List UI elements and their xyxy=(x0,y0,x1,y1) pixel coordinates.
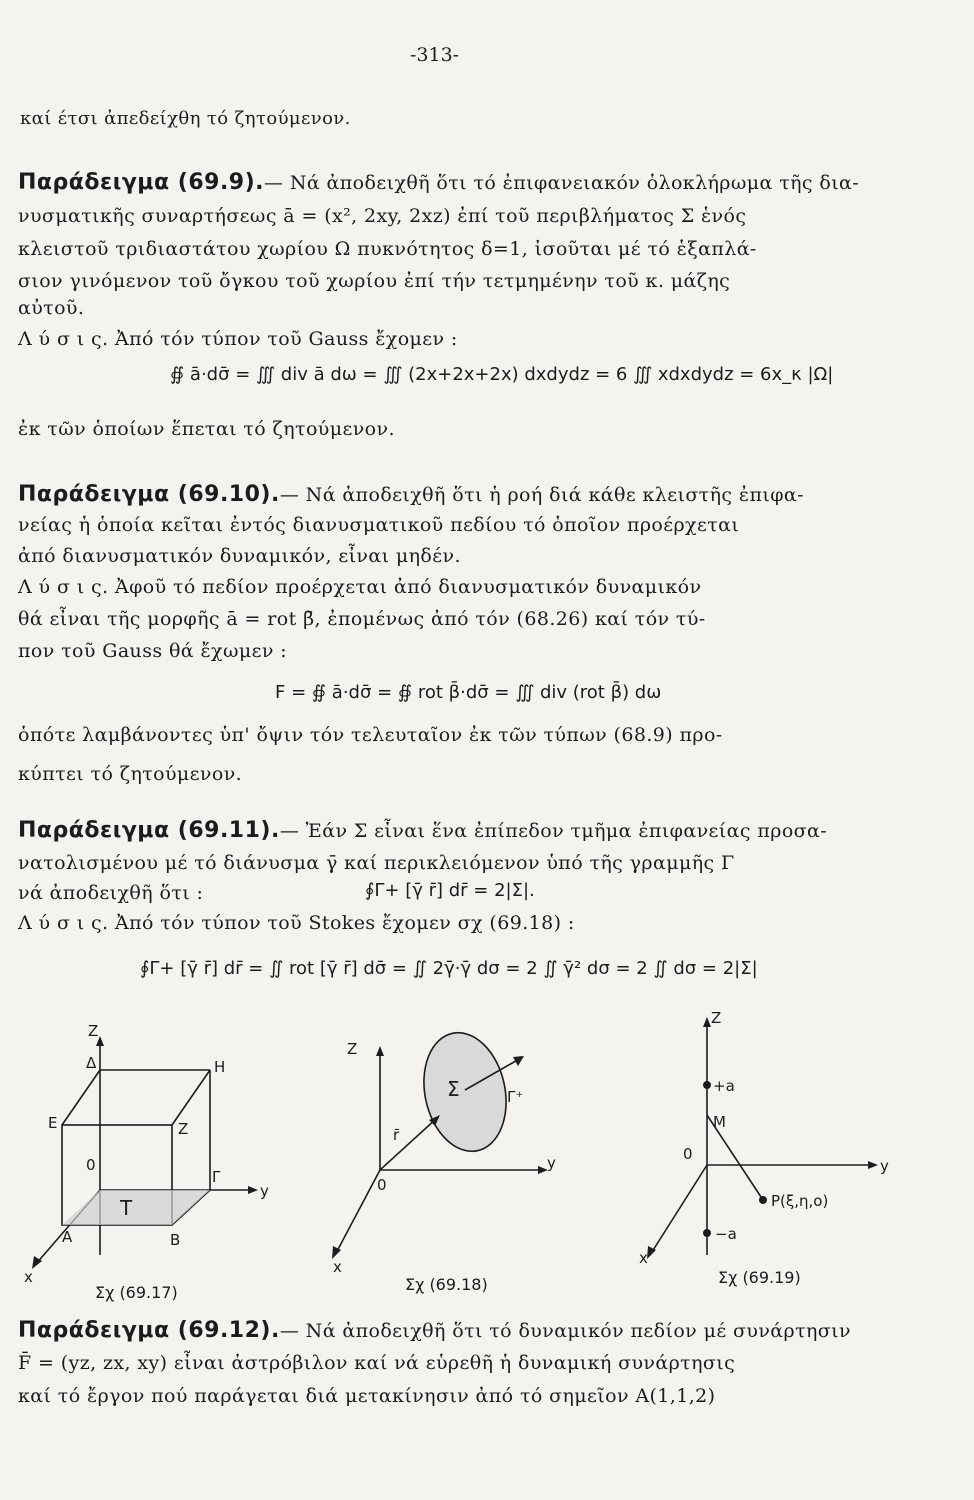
arrowhead-icon xyxy=(703,1017,711,1027)
fig17-label-delta: Δ xyxy=(86,1054,97,1072)
fig19-label-z: Z xyxy=(711,1009,722,1027)
fig17-label-T: T xyxy=(120,1196,133,1220)
fig19-label-y: y xyxy=(880,1157,889,1175)
fig19-label-x: x xyxy=(639,1249,648,1267)
text-line: ὁπότε λαμβάνοντες ὑπ' ὄψιν τόν τελευταῖον ἐκ τῶν τύπων (68.9) προ- xyxy=(18,724,723,746)
text-line: F̄ = (yz, zx, xy) εἶναι ἀστρόβιλον καί νά εὑρεθῆ ἡ δυναμική συνάρτησις xyxy=(18,1352,736,1374)
text-line: νυσματικῆς συναρτήσεως ā = (x², 2xy, 2xz) ἐπί τοῦ περιβλήματος Σ ἑνός xyxy=(18,205,747,227)
solution-line: Λ ύ σ ι ς. Ἀφοῦ τό πεδίον προέρχεται ἀπό διανυσματικόν δυναμικόν xyxy=(18,576,702,598)
fig17-label-A: A xyxy=(62,1228,73,1246)
example-69-10-title: Παράδειγμα (69.10). xyxy=(18,482,280,507)
fig19-label-P: P(ξ,η,ο) xyxy=(771,1192,829,1210)
example-69-12-title: Παράδειγμα (69.12). xyxy=(18,1318,280,1343)
fig19-label-minus-a: −a xyxy=(715,1225,737,1243)
fig17-label-Z-vertex: Z xyxy=(178,1120,189,1138)
text-line: κλειστοῦ τριδιαστάτου χωρίου Ω πυκνότητος δ=1, ἰσοῦται μέ τό ἑξαπλά- xyxy=(18,238,757,260)
fig19-label-M: M xyxy=(713,1113,726,1131)
fig17-label-z: Z xyxy=(88,1022,99,1040)
text-line: πον τοῦ Gauss θά ἔχωμεν : xyxy=(18,640,288,662)
example-69-10-line xyxy=(18,482,804,507)
fig17-label-B: B xyxy=(170,1231,181,1249)
text-line: ἐκ τῶν ὁποίων ἕπεται τό ζητούμενον. xyxy=(18,418,395,440)
arrowhead-icon xyxy=(376,1046,384,1056)
example-69-11-title: Παράδειγμα (69.11). xyxy=(18,818,280,843)
text-span: — Νά ἀποδειχθῆ ὅτι τό ἐπιφανειακόν ὁλοκλήρωμα τῆς δια- xyxy=(264,172,860,194)
figure-69-18 xyxy=(325,1030,575,1275)
fig18-label-x: x xyxy=(333,1258,342,1275)
example-69-9-title: Παράδειγμα (69.9). xyxy=(18,170,265,195)
text-line: ἀπό διανυσματικόν δυναμικόν, εἶναι μηδέν. xyxy=(18,545,461,567)
fig18-label-y: y xyxy=(547,1154,556,1172)
equation-gauss: ∯ ā·dσ̄ = ∭ div ā dω = ∭ (2x+2x+2x) dxdydz = 6 ∭ xdxdydz = 6x_κ |Ω| xyxy=(170,364,834,385)
fig17-label-y: y xyxy=(260,1182,269,1200)
caption-69-18: Σχ (69.18) xyxy=(405,1275,488,1294)
text-line: νείας ἡ ὁποία κεῖται ἐντός διανυσματικοῦ πεδίου τό ὁποῖον προέρχεται xyxy=(18,514,740,536)
fig17-label-E: E xyxy=(48,1114,58,1132)
fig18-label-z: Z xyxy=(347,1040,358,1058)
point-P xyxy=(759,1196,767,1204)
fig18-label-gamma: Γ⁺ xyxy=(507,1088,524,1106)
fig17-label-G: Γ xyxy=(212,1168,221,1186)
equation-stokes-claim: ∮Γ+ [γ̄ r̄] dr̄ = 2|Σ|. xyxy=(365,880,535,901)
solution-line: Λ ύ σ ι ς. Ἀπό τόν τύπον τοῦ Gauss ἔχομεν : xyxy=(18,328,458,350)
text-line: σιον γινόμενον τοῦ ὄγκου τοῦ χωρίου ἐπί τήν τετμημένην τοῦ κ. μάζης xyxy=(18,270,731,292)
x-axis xyxy=(335,1170,380,1255)
fig17-label-O: 0 xyxy=(86,1156,96,1174)
fig19-label-plus-a: +a xyxy=(713,1077,735,1095)
figure-69-17 xyxy=(20,1020,290,1310)
text-span: — Νά ἀποδειχθῆ ὅτι τό δυναμικόν πεδίον μέ συνάρτησιν xyxy=(279,1320,851,1342)
equation-stokes: ∮Γ+ [γ̄ r̄] dr̄ = ∬ rot [γ̄ r̄] dσ̄ = ∬ 2γ̄·γ̄ dσ = 2 ∬ γ̄² dσ = 2 ∬ dσ = 2|Σ| xyxy=(140,958,758,979)
fig17-label-H: H xyxy=(214,1058,226,1076)
surface-sigma xyxy=(413,1030,516,1159)
text-line: αὐτοῦ. xyxy=(18,297,85,319)
fig18-label-sigma: Σ xyxy=(447,1077,460,1101)
figure-69-19 xyxy=(625,1005,925,1270)
arrowhead-icon xyxy=(248,1186,258,1194)
example-69-9-line xyxy=(18,170,859,195)
text-line: θά εἶναι τῆς μορφῆς ā = rot β̄, ἐπομένως ἀπό τόν (68.26) καί τόν τύ- xyxy=(18,608,706,630)
example-69-12-line xyxy=(18,1318,851,1343)
fig18-label-O: 0 xyxy=(377,1176,387,1194)
example-69-11-line xyxy=(18,818,827,843)
point-plus-a xyxy=(703,1081,711,1089)
text-line: νά ἀποδειχθῆ ὅτι : xyxy=(18,882,204,904)
fig18-label-r: r̄ xyxy=(393,1126,400,1144)
text-span: — Νά ἀποδειχθῆ ὅτι ἡ ροή διά κάθε κλειστῆς ἐπιφα- xyxy=(279,484,804,506)
fig17-label-x: x xyxy=(24,1268,33,1286)
text-span: — Ἐάν Σ εἶναι ἕνα ἐπίπεδον τμῆμα ἐπιφανείας προσα- xyxy=(279,820,828,842)
page-number: -313- xyxy=(410,44,460,66)
shaded-base-T xyxy=(62,1190,210,1225)
caption-69-19: Σχ (69.19) xyxy=(718,1268,801,1287)
point-minus-a xyxy=(703,1229,711,1237)
equation-flux: F = ∯ ā·dσ̄ = ∯ rot β̄·dσ̄ = ∭ div (rot β̄) dω xyxy=(275,682,662,703)
text-line: νατολισμένου μέ τό διάνυσμα γ̄ καί περικλειόμενον ὑπό τῆς γραμμῆς Γ xyxy=(18,852,735,874)
text-line: καί τό ἔργον πού παράγεται διά μετακίνησιν ἀπό τό σημεῖον Α(1,1,2) xyxy=(18,1385,716,1407)
caption-69-17: Σχ (69.17) xyxy=(95,1283,178,1302)
solution-line: Λ ύ σ ι ς. Ἀπό τόν τύπον τοῦ Stokes ἔχομεν σχ (69.18) : xyxy=(18,912,575,934)
vector-r xyxy=(380,1118,437,1170)
text-line: καί έτσι ἀπεδείχθη τό ζητούμενον. xyxy=(20,108,351,129)
x-axis xyxy=(650,1165,707,1255)
fig19-label-O: 0 xyxy=(683,1145,693,1163)
arrowhead-icon xyxy=(868,1161,878,1169)
text-line: κύπτει τό ζητούμενον. xyxy=(18,763,243,785)
